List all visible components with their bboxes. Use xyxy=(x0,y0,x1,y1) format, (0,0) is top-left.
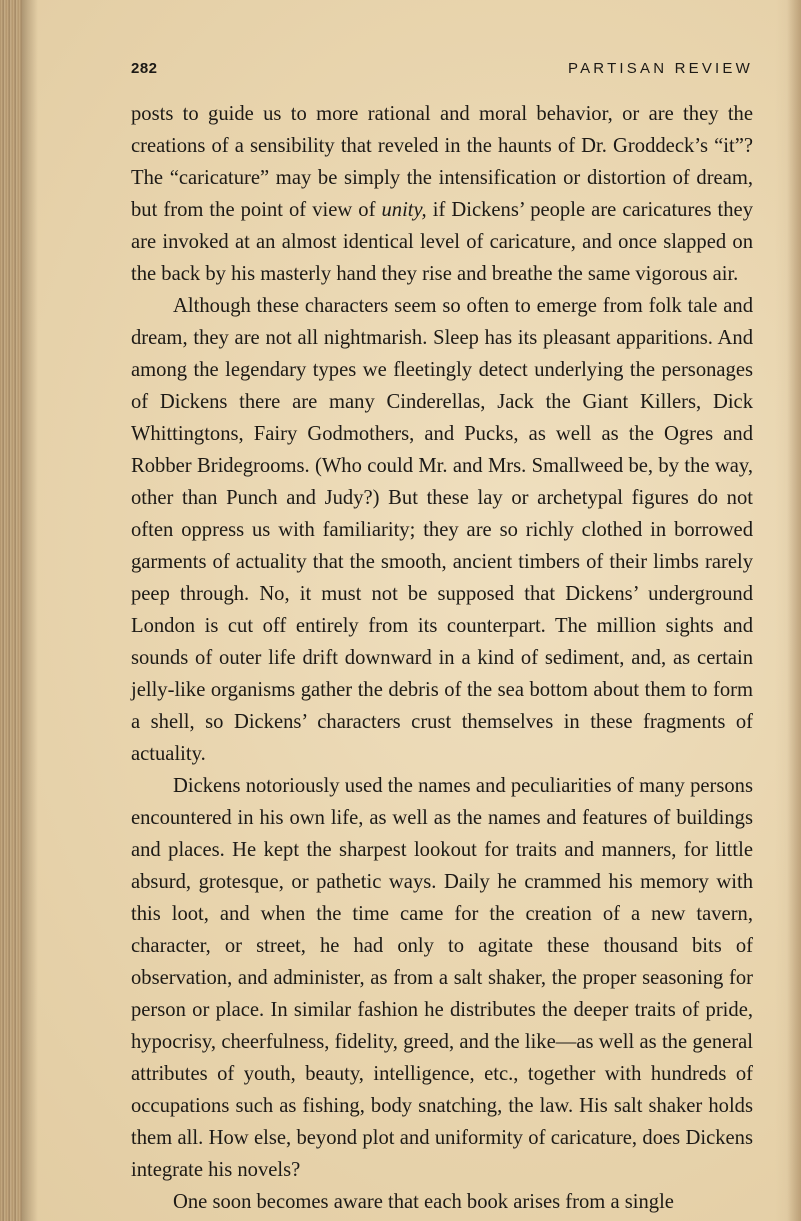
book-spine-gutter xyxy=(0,0,22,1221)
gutter-shadow xyxy=(22,0,38,1221)
page-header xyxy=(131,60,753,86)
paragraph-1-italic-word: unity, xyxy=(381,199,427,221)
paragraph-1 xyxy=(131,98,753,290)
paragraph-2: Although these characters seem so often to emerge from folk tale and dream, they are not all nightmarish. Sleep has its pleasant apparitions. And among the legendary types we fleetingly detect underlying the personages of Dickens there are many Cinderellas, Jack the Giant Killers, Dick Whittingtons, Fairy Godmothers, and Pucks, as well as the Ogres and Robber Bridegrooms. (Who could Mr. and Mrs. Smallweed be, by the way, other than Punch and Judy?) But these lay or archetypal figures do not often oppress us with familiarity; they are so richly clothed in borrowed garments of actuality that the smooth, ancient timbers of their limbs rarely peep through. No, it must not be supposed that Dickens’ underground London is cut off entirely from its counterpart. The million sights and sounds of outer life drift downward in a kind of sediment, and, as certain jelly-like organisms gather the debris of the sea bottom about them to form a shell, so Dickens’ characters crust themselves in these fragments of actuality. xyxy=(131,295,753,765)
paragraph-4: One soon becomes aware that each book arises from a single xyxy=(173,1191,674,1213)
running-head: PARTISAN REVIEW xyxy=(568,60,753,77)
paragraph-1-text-after: if Dickens’ people are caricatures they are invoked at an almost identical level of caricature, and once slapped on the back by his masterly hand they rise and breathe the same vigorous air. xyxy=(131,199,753,285)
paragraph-1-text-before: posts to guide us to more rational and moral behavior, or are they the creations of a sensibility that reveled in the haunts of Dr. Groddeck’s “it”? The “caricature” may be simply the intensification or distortion of dream, but from the point of view of xyxy=(131,103,753,221)
page-edge-shadow xyxy=(787,0,801,1221)
page-number: 282 xyxy=(131,60,158,77)
body-text xyxy=(131,98,753,1218)
paragraph-3: Dickens notoriously used the names and peculiarities of many persons encountered in his own life, as well as the names and features of buildings and places. He kept the sharpest lookout for traits and manners, for little absurd, grotesque, or pathetic ways. Daily he crammed his memory with this loot, and when the time came for the creation of a new tavern, character, or street, he had only to agitate these thousand bits of observation, and administer, as from a salt shaker, the proper seasoning for person or place. In similar fashion he distributes the deeper traits of pride, hypocrisy, cheerfulness, fidelity, greed, and the like—as well as the general attributes of youth, beauty, intelligence, etc., together with hundreds of occupations such as fishing, body snatching, the law. His salt shaker holds them all. How else, beyond plot and uniformity of caricature, does Dickens integrate his novels? xyxy=(131,775,753,1181)
